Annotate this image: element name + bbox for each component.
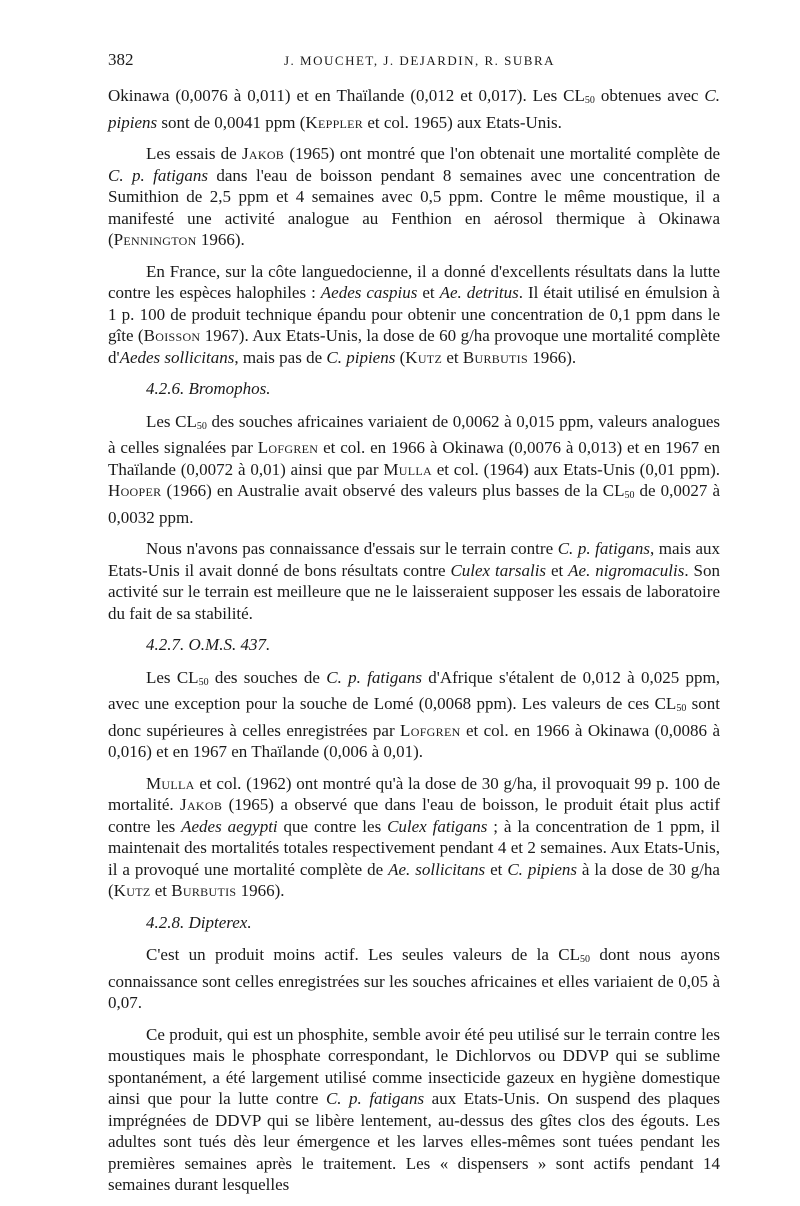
page-number: 382 [108,50,134,69]
paragraph-9: Ce produit, qui est un phosphite, semble avoir été peu utilisé sur le terrain contre les moustiques mais le phosphate correspondant, le Dichlorvos ou DDVP qui se sublime spontanément, a été largement utilisé comme insecticide gazeux en hygiène domestique ainsi que pour la lutte contre C. p. fatigans aux Etats-Unis. On suspend des plaques imprégnées de DDVP qui se libère lentement, au-dessus des gîtes clos des égouts. Les adultes sont tués dès leur émergence et les larves elles-mêmes sont tuées pendant les premières semaines après le traitement. Les « dispensers » sont actifs pendant 14 semaines durant lesquelles [108,1024,720,1194]
paragraph-7: Mulla et col. (1962) ont montré qu'à la dose de 30 g/ha, il provoquait 99 p. 100 de mortalité. Jakob (1965) a observé que dans l'eau de boisson, le produit était plus actif contre les Aedes aegypti que contre les Culex fatigans ; à la concentration de 1 ppm, il maintenait des mortalités totales respectivement pendant 4 et 2 semaines. Aux Etats-Unis, il a provoqué une mortalité complète de Ae. sollicitans et C. pipiens à la dose de 30 g/ha (Kutz et Burbutis 1966). [108,773,720,900]
section-heading-oms-437: 4.2.7. O.M.S. 437. [146,635,271,654]
paragraph-1: Okinawa (0,0076 à 0,011) et en Thaïlande (0,012 et 0,017). Les $CL_{50}$ obtenues avec C. pipiens sont de 0,0041 ppm (Keppler et col. 1965) aux Etats-Unis. [108,86,720,132]
paragraph-8: C'est un produit moins actif. Les seules valeurs de la $CL_{50}$ dont nous ayons connaissance sont celles enregistrées sur les souches africaines et elles variaient de 0,05 à 0,07. [108,945,721,1012]
section-heading-dipterex: 4.2.8. Dipterex. [146,912,252,932]
paragraph-5: Nous n'avons pas connaissance d'essais sur le terrain contre C. p. fatigans, mais aux Etats-Unis il avait donné de bons résultats contre Culex tarsalis et Ae. nigromaculis. Son activité sur le terrain est meilleure que ne le laisseraient supposer les essais de laboratoire du fait de sa stabilité. [108,539,720,623]
paragraph-2: Les essais de Jakob (1965) ont montré que l'on obtenait une mortalité complète de C. p. fatigans dans l'eau de boisson pendant 8 semaines avec une concentration de Sumithion de 2,5 ppm et 4 semaines avec 0,5 ppm. Contre le même moustique, il a manifesté une activité analogue au Fenthion en aérosol thermique à Okinawa (Pennington 1966). [108,144,721,249]
section-heading-bromophos: 4.2.6. Bromophos. [146,379,271,398]
running-head: J. MOUCHET, J. DEJARDIN, R. SUBRA [284,53,556,68]
page-header [108,50,718,74]
paragraph-4: Les $CL_{50}$ des souches africaines variaient de 0,0062 à 0,015 ppm, valeurs analogues à celles signalées par Lofgren et col. en 1966 à Okinawa (0,0076 à 0,013) et en 1967 en Thaïlande (0,0072 à 0,01) ainsi que par Mulla et col. (1964) aux Etats-Unis (0,01 ppm). Hooper (1966) en Australie avait observé des valeurs plus basses de la $CL_{50}$ de 0,0027 à 0,0032 ppm. [108,411,721,527]
paragraph-3: En France, sur la côte languedocienne, il a donné d'excellents résultats dans la lutte contre les espèces halophiles : Aedes caspius et Ae. detritus. Il était utilisé en émulsion à 1 p. 100 de produit technique épandu pour obtenir une concentration de 0,1 ppm dans le gîte (Boisson 1967). Aux Etats-Unis, la dose de 60 g/ha provoque une mortalité complète d'Aedes sollicitans, mais pas de C. pipiens (Kutz et Burbutis 1966). [108,261,721,367]
body-text [108,85,720,1206]
paragraph-6: Les $CL_{50}$ des souches de C. p. fatigans d'Afrique s'étalent de 0,012 à 0,025 ppm, avec une exception pour la souche de Lomé (0,0068 ppm). Les valeurs de ces $CL_{50}$ sont donc supérieures à celles enregistrées par Lofgren et col. en 1966 à Okinawa (0,0086 à 0,016) et en 1967 en Thaïlande (0,006 à 0,01). [108,667,721,761]
